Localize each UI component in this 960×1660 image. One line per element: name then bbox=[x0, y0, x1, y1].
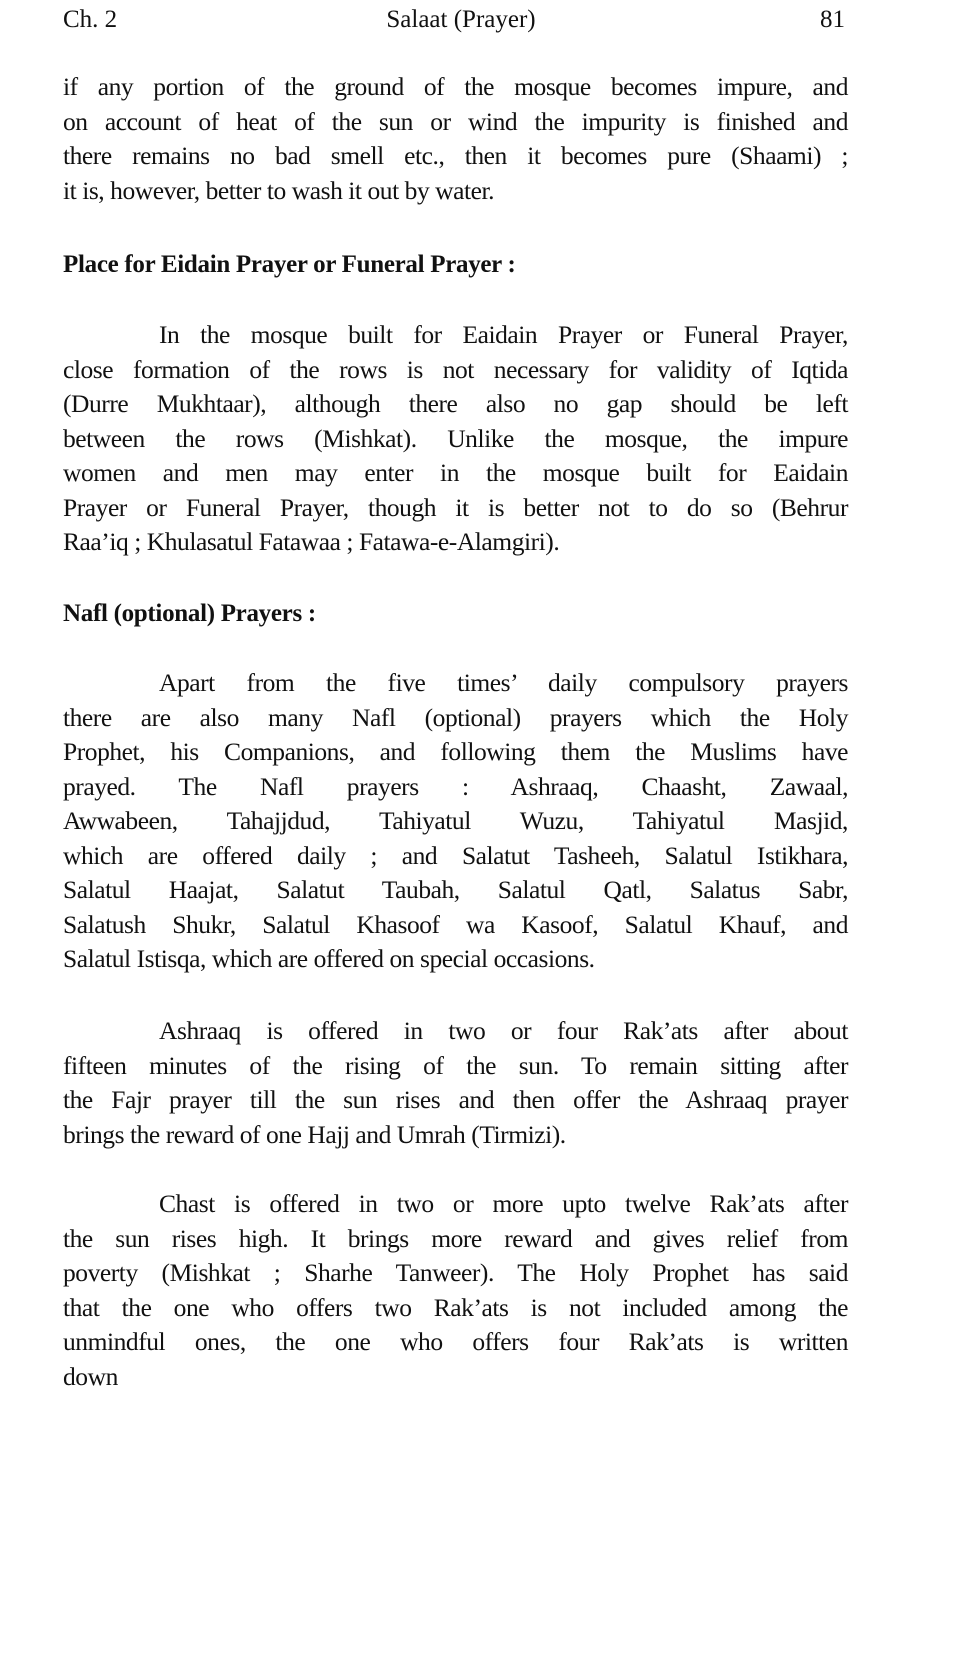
text-line: Salatul Istisqa, which are offered on special occasions. bbox=[63, 944, 595, 973]
chapter-label: Ch. 2 bbox=[63, 6, 118, 33]
paragraph-ashraaq bbox=[63, 1014, 848, 1152]
text-line: on account of heat of the sun or wind the impurity is finished and bbox=[63, 106, 848, 136]
section-heading-eidain: Place for Eidain Prayer or Funeral Prayer : bbox=[63, 251, 516, 278]
text-line: the Fajr prayer till the sun rises and then offer the Ashraaq prayer bbox=[63, 1085, 848, 1114]
text-line: down bbox=[63, 1361, 118, 1391]
text-line: which are offered daily ; and Salatut Tasheeh, Salatul Istikhara, bbox=[63, 840, 848, 870]
text-line: In the mosque built for Eaidain Prayer or Funeral Prayer, bbox=[159, 320, 848, 349]
page-number: 81 bbox=[820, 6, 845, 33]
paragraph-eidain bbox=[63, 318, 848, 560]
text-line: brings the reward of one Hajj and Umrah (Tirmizi). bbox=[63, 1119, 566, 1149]
text-line: it is, however, better to wash it out by water. bbox=[63, 175, 495, 205]
text-line: Salatush Shukr, Salatul Khasoof wa Kasoof, Salatul Khauf, and bbox=[63, 909, 848, 939]
text-line: the sun rises high. It brings more reward and gives relief from bbox=[63, 1223, 848, 1253]
page-title: Salaat (Prayer) bbox=[386, 6, 536, 33]
text-line: there remains no bad smell etc., then it becomes pure (Shaami) ; bbox=[63, 141, 848, 170]
text-line: unmindful ones, the one who offers four Rak’ats is written bbox=[63, 1327, 848, 1356]
running-header bbox=[63, 2, 845, 38]
text-line: Prayer or Funeral Prayer, though it is better not to do so (Behrur bbox=[63, 492, 848, 522]
paragraph-chast bbox=[63, 1187, 848, 1394]
text-line: fifteen minutes of the rising of the sun. To remain sitting after bbox=[63, 1050, 848, 1080]
text-line: Salatul Haajat, Salatut Taubah, Salatul Qatl, Salatus Sabr, bbox=[63, 875, 848, 904]
text-line: close formation of the rows is not necessary for validity of Iqtida bbox=[63, 354, 848, 384]
text-line: prayed. The Nafl prayers : Ashraaq, Chaasht, Zawaal, bbox=[63, 771, 848, 801]
text-line: between the rows (Mishkat). Unlike the mosque, the impure bbox=[63, 423, 848, 453]
text-line: poverty (Mishkat ; Sharhe Tanweer). The Holy Prophet has said bbox=[63, 1258, 848, 1287]
text-line: if any portion of the ground of the mosque becomes impure, and bbox=[63, 72, 848, 101]
text-line: Awwabeen, Tahajjdud, Tahiyatul Wuzu, Tahiyatul Masjid, bbox=[63, 806, 848, 835]
paragraph-nafl bbox=[63, 666, 848, 977]
text-line: (Durre Mukhtaar), although there also no gap should be left bbox=[63, 389, 848, 418]
text-line: Ashraaq is offered in two or four Rak’ats after about bbox=[159, 1016, 848, 1045]
text-line: Apart from the five times’ daily compulsory prayers bbox=[159, 668, 848, 697]
text-line: Prophet, his Companions, and following them the Muslims have bbox=[63, 737, 848, 766]
paragraph-mosque-purity bbox=[63, 70, 848, 208]
text-line: Raa’iq ; Khulasatul Fatawaa ; Fatawa-e-Alamgiri). bbox=[63, 527, 560, 556]
text-line: women and men may enter in the mosque built for Eaidain bbox=[63, 458, 848, 487]
text-line: there are also many Nafl (optional) prayers which the Holy bbox=[63, 702, 848, 732]
section-heading-nafl: Nafl (optional) Prayers : bbox=[63, 600, 316, 627]
text-line: that the one who offers two Rak’ats is not included among the bbox=[63, 1292, 848, 1322]
text-line: Chast is offered in two or more upto twelve Rak’ats after bbox=[159, 1189, 848, 1218]
